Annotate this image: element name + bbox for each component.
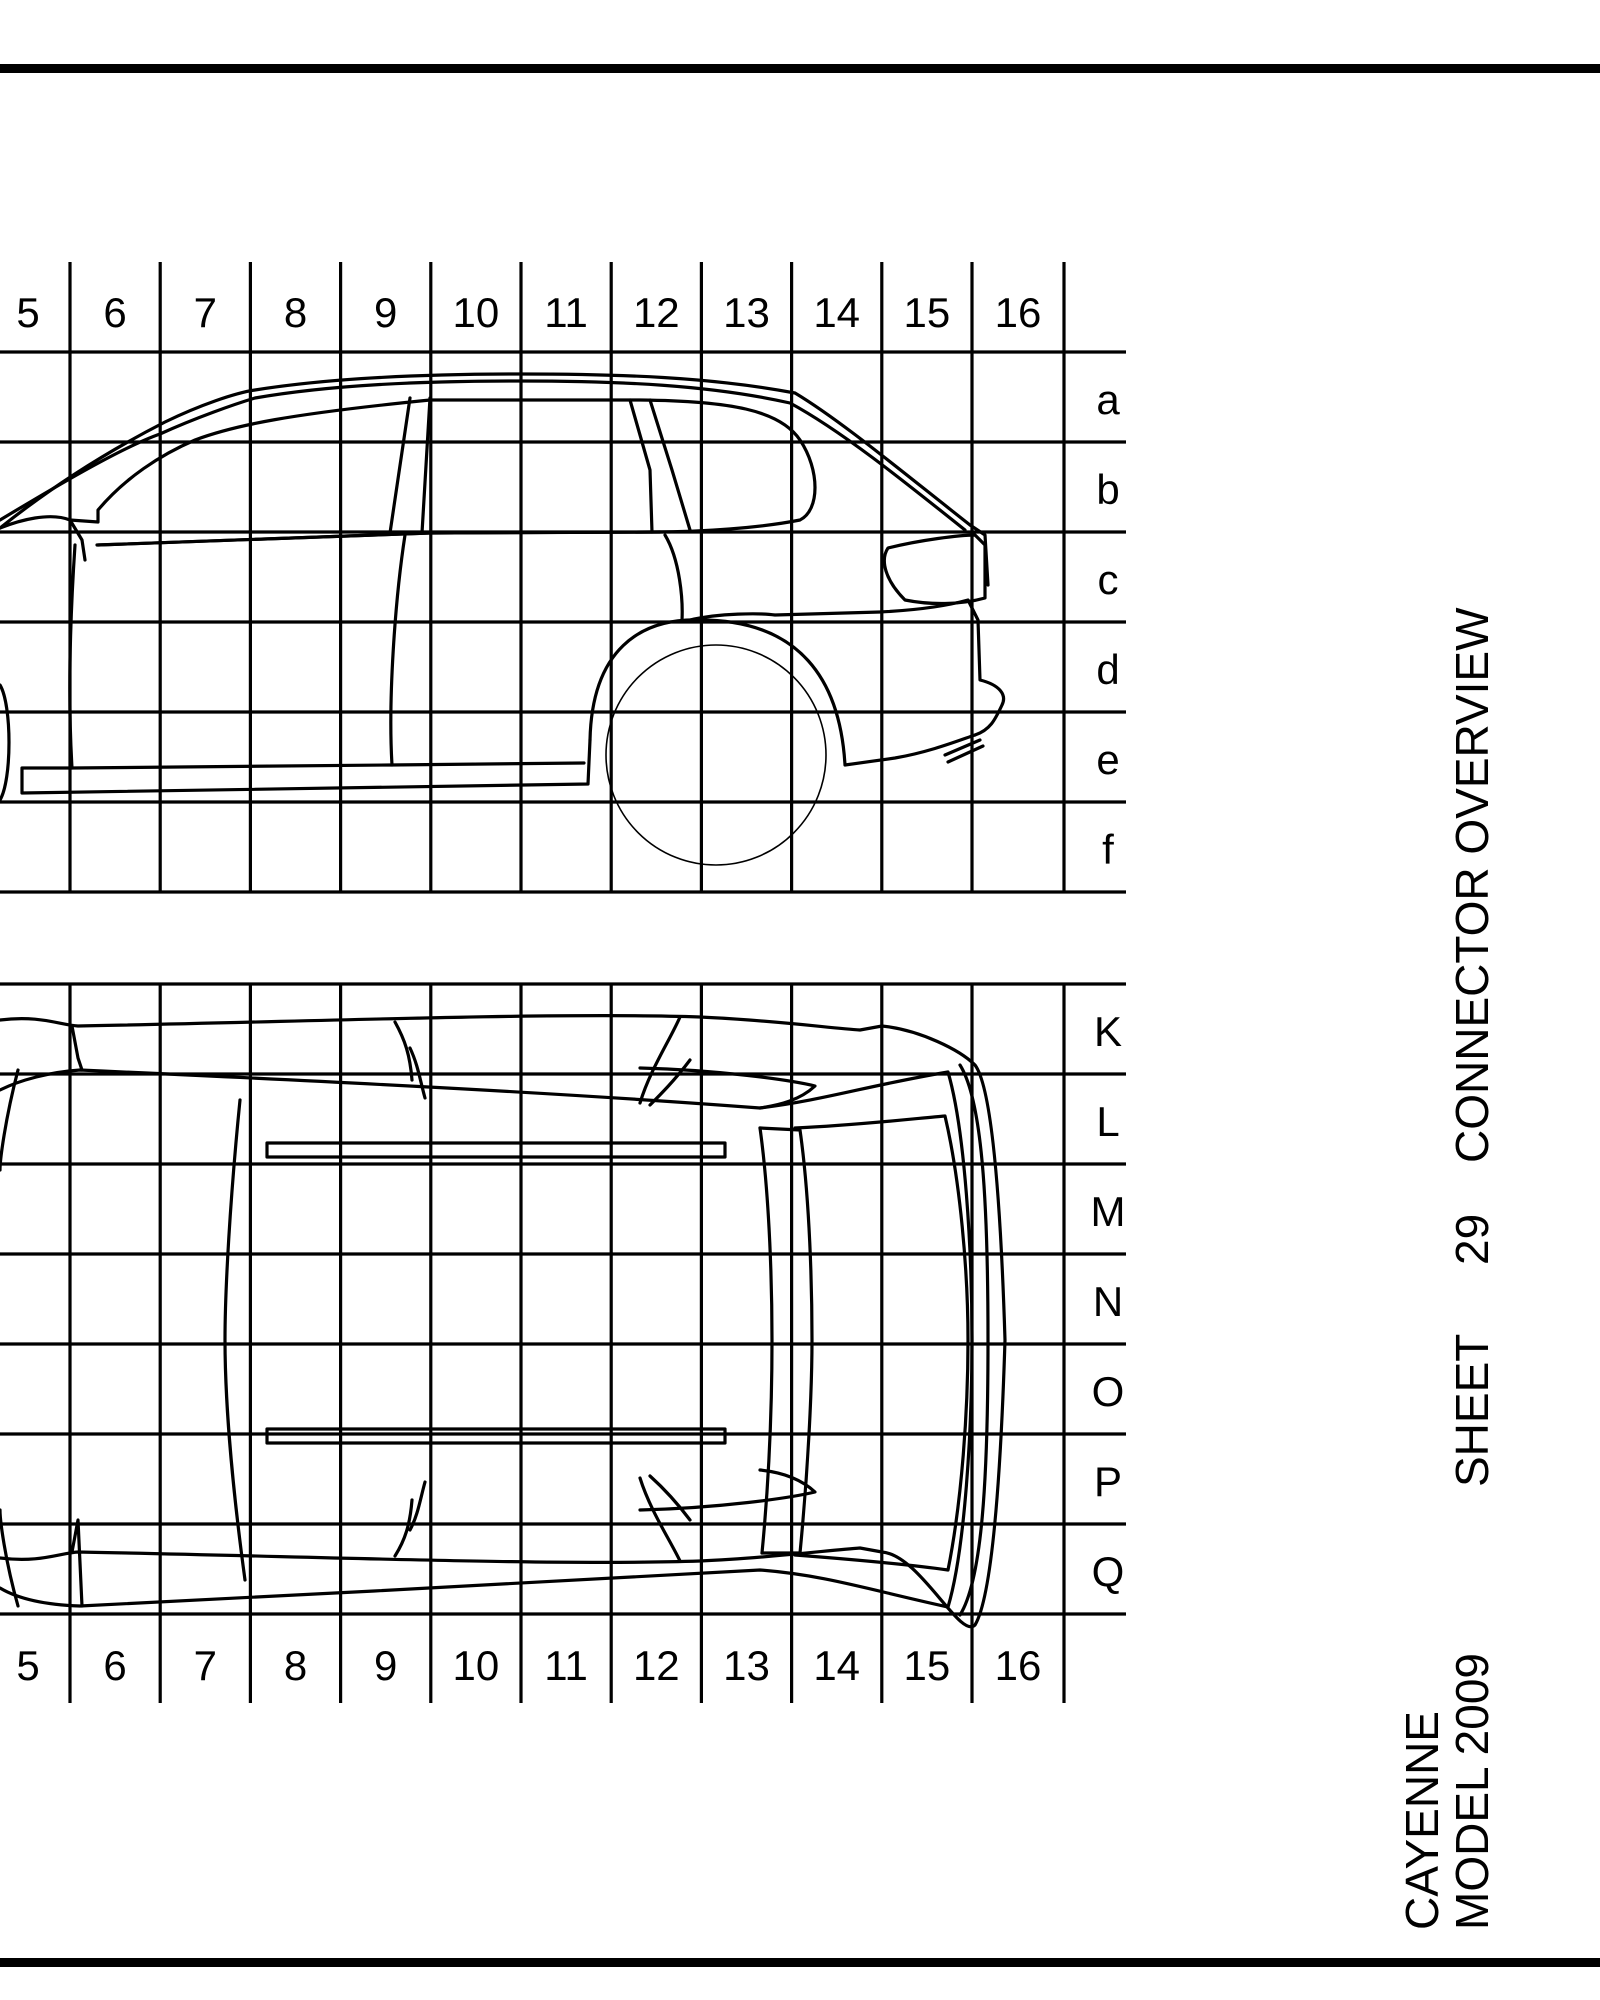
grid-labels bbox=[16, 289, 1125, 1689]
bottom-column-label-5: 5 bbox=[16, 1642, 40, 1689]
side-column-label-6: 6 bbox=[103, 289, 127, 336]
top-row-label-L: L bbox=[1096, 1098, 1120, 1145]
side-column-label-5: 5 bbox=[16, 289, 40, 336]
top-row-label-K: K bbox=[1093, 1008, 1123, 1055]
side-rear-quarter bbox=[690, 600, 1004, 735]
model-name: CAYENNE bbox=[1396, 1711, 1448, 1930]
bottom-column-label-6: 6 bbox=[103, 1642, 127, 1689]
bottom-column-label-8: 8 bbox=[283, 1642, 308, 1689]
title-text: CONNECTOR OVERVIEW bbox=[1446, 607, 1498, 1163]
model-year: MODEL 2009 bbox=[1446, 1653, 1498, 1930]
side-sill bbox=[72, 763, 584, 768]
bottom-column-label-9: 9 bbox=[374, 1642, 398, 1689]
side-rear-door bbox=[391, 535, 682, 765]
top-row-label-N: N bbox=[1092, 1278, 1124, 1325]
sheet-label: SHEET bbox=[1446, 1333, 1498, 1487]
top-front-left-accent bbox=[72, 1026, 82, 1606]
bottom-column-label-16: 16 bbox=[994, 1642, 1042, 1689]
side-column-label-13: 13 bbox=[723, 289, 770, 336]
top-row-label-M: M bbox=[1090, 1188, 1126, 1235]
side-rear-wheel-arch bbox=[590, 620, 975, 765]
top-rear-bumper bbox=[960, 1065, 988, 1615]
side-column-label-14: 14 bbox=[813, 289, 861, 336]
side-front-body bbox=[22, 545, 590, 793]
top-row-label-P: P bbox=[1093, 1458, 1123, 1505]
top-b-pillar-lower bbox=[395, 1482, 425, 1556]
bottom-column-label-14: 14 bbox=[813, 1642, 861, 1689]
top-roof-rail-upper bbox=[267, 1143, 725, 1157]
bottom-column-label-13: 13 bbox=[723, 1642, 770, 1689]
top-row-label-O: O bbox=[1091, 1368, 1125, 1415]
top-row-label-Q: Q bbox=[1091, 1548, 1125, 1595]
side-row-label-b: b bbox=[1096, 466, 1120, 513]
bottom-column-label-11: 11 bbox=[544, 1642, 588, 1689]
side-b-pillar bbox=[390, 398, 430, 533]
side-column-label-12: 12 bbox=[632, 289, 680, 336]
side-row-label-a: a bbox=[1096, 376, 1120, 423]
top-body-outer bbox=[0, 1016, 1005, 1627]
top-cabin-left bbox=[0, 1070, 972, 1607]
side-c-pillar bbox=[630, 400, 690, 532]
side-belt-line bbox=[98, 532, 660, 545]
top-c-pillar-upper bbox=[640, 1017, 690, 1105]
side-tail-lamp bbox=[884, 535, 985, 604]
side-column-label-10: 10 bbox=[452, 289, 500, 336]
side-column-label-15: 15 bbox=[903, 289, 951, 336]
side-roof-left-accent bbox=[0, 517, 85, 560]
bottom-border-rule bbox=[0, 1958, 1600, 1967]
side-column-label-9: 9 bbox=[374, 289, 398, 336]
side-front-wheel-hint bbox=[0, 685, 9, 800]
bottom-column-label-7: 7 bbox=[193, 1642, 217, 1689]
side-roof-inner bbox=[0, 381, 965, 530]
top-roof-rail-lower bbox=[267, 1429, 725, 1443]
bottom-column-label-15: 15 bbox=[903, 1642, 951, 1689]
bottom-column-label-12: 12 bbox=[632, 1642, 680, 1689]
side-roof-outer bbox=[0, 374, 988, 585]
side-row-label-e: e bbox=[1096, 736, 1120, 783]
side-column-label-11: 11 bbox=[544, 289, 588, 336]
side-view-car-outline bbox=[0, 0, 1004, 865]
top-view-grid bbox=[0, 984, 1126, 1703]
side-column-label-7: 7 bbox=[193, 289, 217, 336]
top-border-rule bbox=[0, 64, 1600, 73]
side-row-label-f: f bbox=[1102, 826, 1114, 873]
title-block bbox=[1396, 607, 1498, 1930]
side-row-label-d: d bbox=[1096, 646, 1120, 693]
sheet-number: 29 bbox=[1446, 1213, 1498, 1265]
bottom-column-label-10: 10 bbox=[452, 1642, 500, 1689]
side-view-grid bbox=[0, 262, 1126, 892]
top-c-pillar-lower bbox=[640, 1476, 690, 1561]
side-column-label-16: 16 bbox=[994, 289, 1042, 336]
side-windows bbox=[70, 400, 815, 545]
side-row-label-c: c bbox=[1097, 556, 1119, 603]
side-column-label-8: 8 bbox=[283, 289, 308, 336]
top-view-car-outline bbox=[0, 1016, 1005, 1627]
